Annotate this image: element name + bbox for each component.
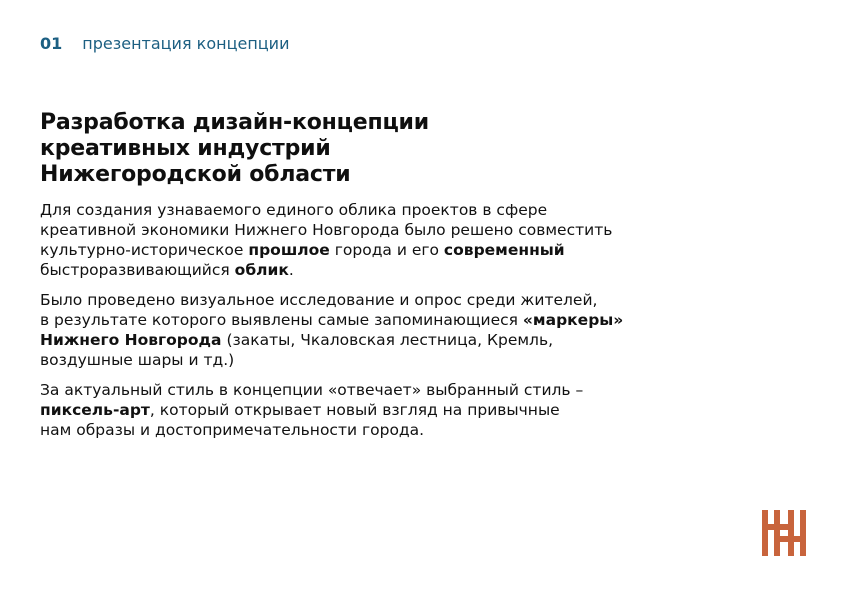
slide-number: 01: [40, 34, 63, 53]
title-line-1: Разработка дизайн-концепции: [40, 110, 429, 135]
title-line-2: креативных индустрий: [40, 136, 331, 161]
text-fragment: , который открывает новый взгляд на привычные: [149, 401, 560, 419]
paragraph-2-line-2: [40, 310, 760, 330]
paragraph-3: [40, 380, 760, 440]
text-fragment: .: [288, 261, 294, 279]
paragraph-1: [40, 200, 760, 280]
bold-phrase-pixel-art: пиксель-арт: [40, 401, 150, 419]
nn-monogram-logo-icon: [760, 508, 808, 558]
text-fragment: города и его: [329, 241, 444, 259]
paragraph-2-line-1: Было проведено визуальное исследование и опрос среди жителей,: [40, 291, 598, 309]
bold-phrase-look: облик: [234, 261, 289, 279]
page-title: [40, 110, 429, 188]
text-fragment: (закаты, Чкаловская лестница, Кремль,: [221, 331, 554, 349]
paragraph-1-line-2: креативной экономики Нижнего Новгорода было решено совместить: [40, 221, 613, 239]
title-line-3: Нижегородской области: [40, 162, 351, 187]
paragraph-1-line-4: [40, 260, 760, 280]
paragraph-2: [40, 290, 760, 370]
paragraph-1-line-3: [40, 240, 760, 260]
bold-phrase-city: Нижнего Новгорода: [40, 331, 222, 349]
paragraph-3-line-2: [40, 400, 760, 420]
body-text: [40, 200, 760, 450]
slide-header: [40, 34, 289, 53]
bold-phrase-markers: «маркеры»: [522, 311, 624, 329]
paragraph-3-line-3: нам образы и достопримечательности города.: [40, 421, 425, 439]
text-fragment: в результате которого выявлены самые запоминающиеся: [40, 311, 523, 329]
paragraph-2-line-4: воздушные шары и тд.): [40, 351, 235, 369]
text-fragment: культурно-историческое: [40, 241, 249, 259]
paragraph-2-line-3: [40, 330, 760, 350]
paragraph-3-line-1: За актуальный стиль в концепции «отвечает» выбранный стиль –: [40, 381, 584, 399]
slide-section-label: презентация концепции: [82, 34, 290, 53]
bold-phrase-modern: современный: [443, 241, 565, 259]
text-fragment: быстроразвивающийся: [40, 261, 235, 279]
bold-phrase-past: прошлое: [248, 241, 330, 259]
paragraph-1-line-1: Для создания узнаваемого единого облика проектов в сфере: [40, 201, 548, 219]
